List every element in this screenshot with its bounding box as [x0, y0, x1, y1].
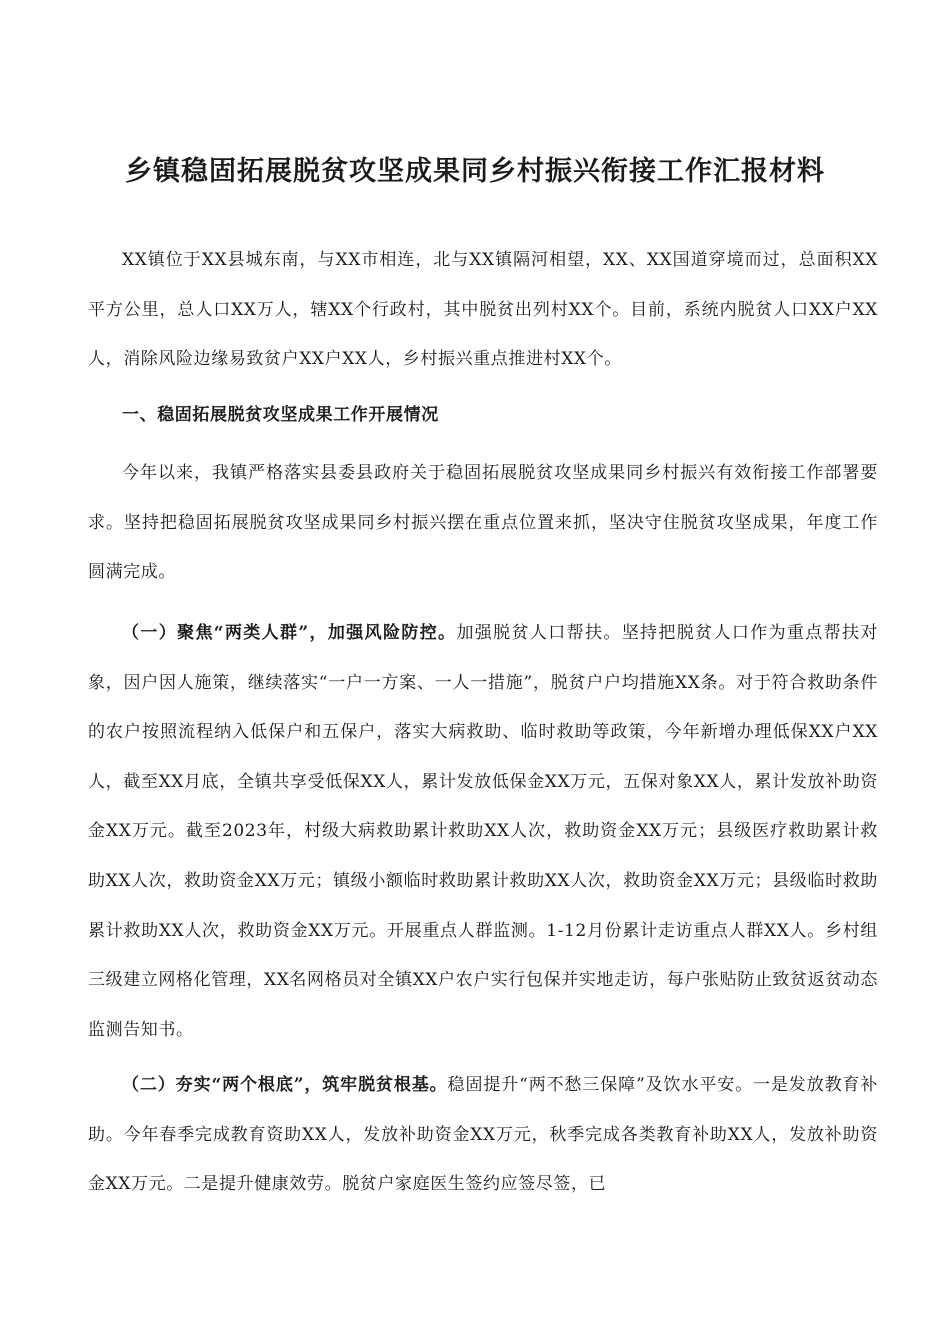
item-1-lead: （一）聚焦“两类人群”，加强风险防控。 [122, 623, 457, 643]
item-2-body: 稳固提升“两不愁三保障”及饮水平安。一是发放教育补助。今年春季完成教育资助XX人，发放补助资金XX万元，秋季完成各类教育补助XX人，发放补助资金XX万元。二是提升健康效劳。脱贫户家庭医生签约应签尽签，已 [88, 1075, 878, 1195]
intro-paragraph: XX镇位于XX县城东南，与XX市相连，北与XX镇隔河相望，XX、XX国道穿境而过，总面积XX平方公里，总人口XX万人，辖XX个行政村，其中脱贫出列村XX个。目前，系统内脱贫人口XX户XX人，消除风险边缘易致贫户XX户XX人，乡村振兴重点推进村XX个。 [88, 250, 878, 370]
item-1-body: 加强脱贫人口帮扶。坚持把脱贫人口作为重点帮扶对象，因户因人施策，继续落实“一户一方案、一人一措施”，脱贫户户均措施XX条。对于符合救助条件的农户按照流程纳入低保户和五保户，落实大病救助、临时救助等政策，今年新增办理低保XX户XX人，截至XX月底，全镇共享受低保XX人，累计发放低保金XX万元，五保对象XX人，累计发放补助资金XX万元。截至2023年，村级大病救助累计救助XX人次，救助资金XX万元；县级医疗救助累计救助XX人次，救助资金XX万元；镇级小额临时救助累计救助XX人次，救助资金XX万元；县级临时救助累计救助XX人次，救助资金XX万元。开展重点人群监测。1-12月份累计走访重点人群XX人。乡村组三级建立网格化管理，XX名网格员对全镇XX户农户实行包保并实地走访，每户张贴防止致贫返贫动态监测告知书。 [88, 623, 879, 1040]
section-intro-paragraph: 今年以来，我镇严格落实县委县政府关于稳固拓展脱贫攻坚成果同乡村振兴有效衔接工作部署要求。坚持把稳固拓展脱贫攻坚成果同乡村振兴摆在重点位置来抓，坚决守住脱贫攻坚成果，年度工作圆满完成。 [88, 463, 878, 583]
item-2-lead: （二）夯实“两个根底”，筑牢脱贫根基。 [122, 1075, 448, 1095]
item-2-paragraph [88, 1061, 878, 1210]
section-heading: 一、稳固拓展脱贫攻坚成果工作开展情况 [122, 405, 439, 425]
document-title: 乡镇稳固拓展脱贫攻坚成果同乡村振兴衔接工作汇报材料 [125, 156, 825, 187]
item-1-paragraph [88, 609, 878, 1055]
